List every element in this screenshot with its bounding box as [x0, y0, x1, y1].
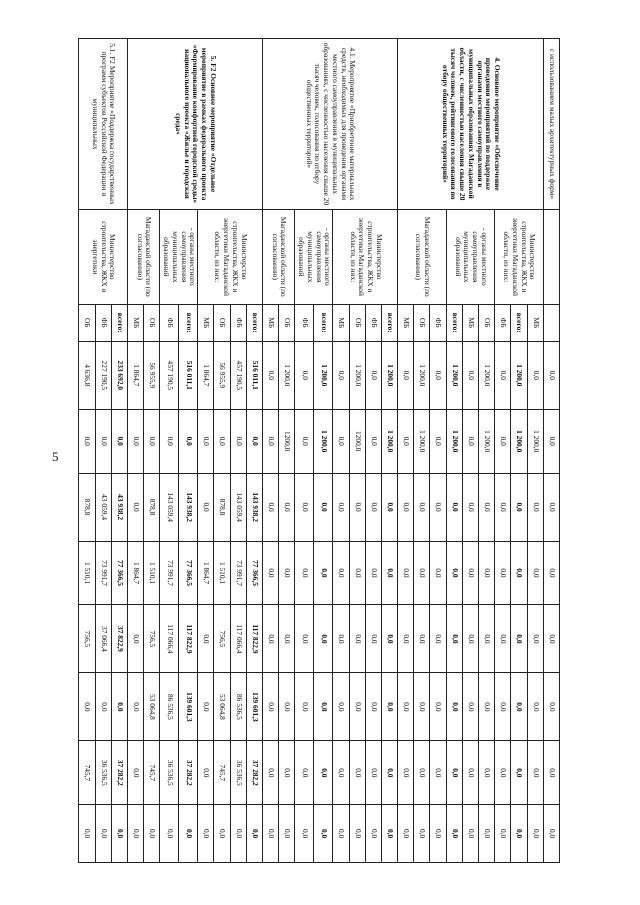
source-cell: ОБ	[214, 304, 230, 341]
value-cell: 1200,0	[349, 409, 365, 473]
value-cell: 0,0	[295, 741, 314, 805]
value-cell: 0,0	[511, 541, 527, 605]
value-cell: 0,0	[295, 673, 314, 741]
source-cell: ОБ	[414, 304, 430, 341]
value-cell: 0,0	[495, 409, 511, 473]
value-cell: 77 366,5	[246, 541, 262, 605]
value-cell: 1 510,1	[214, 541, 230, 605]
value-cell: 0,0	[527, 605, 543, 673]
value-cell: 1 200,0	[479, 409, 495, 473]
value-cell: 0,0	[214, 805, 230, 863]
value-cell: 0,0	[333, 673, 349, 741]
value-cell: 0,0	[479, 741, 495, 805]
table-row	[381, 39, 397, 863]
source-cell: всего:	[179, 304, 198, 341]
value-cell: 0,0	[462, 605, 478, 673]
value-cell: 1200,0	[279, 409, 295, 473]
value-cell: 0,0	[495, 541, 511, 605]
value-cell: 0,0	[160, 805, 179, 863]
value-cell: 0,0	[349, 673, 365, 741]
value-cell: 516 011,1	[179, 341, 198, 409]
source-cell: ФБ	[365, 304, 381, 341]
value-cell: 0,0	[263, 473, 279, 541]
value-cell: 0,0	[314, 541, 333, 605]
value-cell: 43 938,2	[111, 473, 127, 541]
value-cell: 37 282,2	[246, 741, 262, 805]
value-cell: 0,0	[279, 741, 295, 805]
value-cell: 0,0	[263, 341, 279, 409]
value-cell: 0,0	[295, 541, 314, 605]
value-cell: 745,7	[214, 741, 230, 805]
value-cell: 0,0	[263, 409, 279, 473]
value-cell: 0,0	[295, 605, 314, 673]
source-cell: всего:	[446, 304, 462, 341]
budget-table	[78, 38, 560, 863]
value-cell: 0,0	[462, 341, 478, 409]
value-cell: 0,0	[295, 341, 314, 409]
value-cell: 0,0	[527, 673, 543, 741]
value-cell: 0,0	[543, 473, 559, 541]
value-cell: 117 066,4	[160, 605, 179, 673]
value-cell: 0,0	[128, 805, 144, 863]
value-cell: 0,0	[263, 741, 279, 805]
value-cell: 756,5	[144, 605, 160, 673]
value-cell: 0,0	[543, 741, 559, 805]
value-cell: 0,0	[414, 805, 430, 863]
source-cell: всего:	[314, 304, 333, 341]
source-cell: всего:	[511, 304, 527, 341]
value-cell: 117 822,9	[179, 605, 198, 673]
value-cell: 745,7	[79, 741, 95, 805]
value-cell: 0,0	[462, 741, 478, 805]
source-cell: ФБ	[430, 304, 446, 341]
value-cell: 0,0	[365, 541, 381, 605]
value-cell: 0,0	[144, 409, 160, 473]
value-cell: 0,0	[333, 741, 349, 805]
value-cell: 0,0	[462, 541, 478, 605]
value-cell: 0,0	[479, 473, 495, 541]
value-cell: 0,0	[446, 805, 462, 863]
value-cell: 1 864,7	[128, 341, 144, 409]
value-cell: 0,0	[198, 805, 214, 863]
value-cell: 0,0	[398, 673, 414, 741]
value-cell: 0,0	[446, 541, 462, 605]
responsible-cell: - органы местного самоуправления муниципальных образований	[160, 209, 198, 304]
responsible-cell	[543, 209, 559, 304]
value-cell: 0,0	[495, 673, 511, 741]
value-cell: 0,0	[333, 605, 349, 673]
value-cell: 0,0	[333, 805, 349, 863]
value-cell: 0,0	[349, 805, 365, 863]
value-cell: 0,0	[365, 605, 381, 673]
value-cell: 0,0	[430, 473, 446, 541]
value-cell: 0,0	[349, 473, 365, 541]
value-cell: 0,0	[263, 605, 279, 673]
value-cell: 516 011,1	[246, 341, 262, 409]
value-cell: 143 059,4	[160, 473, 179, 541]
value-cell: 0,0	[279, 541, 295, 605]
value-cell: 0,0	[446, 673, 462, 741]
value-cell: 0,0	[295, 473, 314, 541]
value-cell: 0,0	[462, 409, 478, 473]
source-cell	[543, 304, 559, 341]
value-cell: 0,0	[263, 805, 279, 863]
value-cell: 1 200,0	[349, 341, 365, 409]
value-cell: 0,0	[398, 409, 414, 473]
value-cell: 0,0	[527, 805, 543, 863]
value-cell: 0,0	[79, 673, 95, 741]
source-cell: МБ	[527, 304, 543, 341]
value-cell: 117 822,9	[246, 605, 262, 673]
value-cell: 756,5	[214, 605, 230, 673]
value-cell: 53 064,8	[144, 673, 160, 741]
value-cell: 36 536,5	[95, 741, 111, 805]
responsible-cell: - органы местного самоуправления муниципальных образований	[295, 209, 333, 304]
value-cell: 56 955,9	[214, 341, 230, 409]
value-cell: 0,0	[128, 673, 144, 741]
value-cell: 0,0	[527, 473, 543, 541]
value-cell: 457 190,5	[160, 341, 179, 409]
value-cell: 0,0	[479, 605, 495, 673]
table-row	[527, 39, 543, 863]
measure-name-cell: 5. F2 Основное мероприятие «Отдельное мероприятие в рамках федерального проекта «Формирование комфортной городской среды» национального проекта «Жилье и городская среда»	[128, 39, 263, 210]
value-cell: 0,0	[128, 409, 144, 473]
value-cell: 0,0	[246, 805, 262, 863]
value-cell: 0,0	[198, 605, 214, 673]
value-cell: 0,0	[198, 409, 214, 473]
value-cell: 0,0	[365, 805, 381, 863]
value-cell: 1 200,0	[414, 409, 430, 473]
value-cell: 1 200,0	[479, 341, 495, 409]
value-cell: 77 366,5	[179, 541, 198, 605]
rotated-table-container	[60, 38, 560, 863]
value-cell: 0,0	[79, 805, 95, 863]
responsible-cell: Магаданской области (по согласованию)	[398, 209, 447, 304]
value-cell: 0,0	[263, 673, 279, 741]
value-cell: 117 066,4	[230, 605, 246, 673]
source-cell: МБ	[333, 304, 349, 341]
value-cell: 36 536,5	[160, 741, 179, 805]
value-cell: 0,0	[295, 409, 314, 473]
source-cell: ОБ	[479, 304, 495, 341]
value-cell: 0,0	[349, 605, 365, 673]
value-cell: 0,0	[333, 341, 349, 409]
value-cell: 0,0	[95, 673, 111, 741]
source-cell: МБ	[198, 304, 214, 341]
value-cell: 0,0	[333, 541, 349, 605]
value-cell: 0,0	[543, 673, 559, 741]
source-cell: всего:	[246, 304, 262, 341]
value-cell: 0,0	[333, 409, 349, 473]
value-cell: 0,0	[527, 541, 543, 605]
value-cell: 1 200,0	[511, 409, 527, 473]
value-cell: 0,0	[398, 541, 414, 605]
value-cell: 86 536,5	[230, 673, 246, 741]
value-cell: 0,0	[179, 805, 198, 863]
value-cell: 0,0	[230, 409, 246, 473]
value-cell: 37 066,4	[95, 605, 111, 673]
source-cell: ОБ	[144, 304, 160, 341]
value-cell: 0,0	[214, 409, 230, 473]
value-cell: 0,0	[314, 673, 333, 741]
source-cell: ФБ	[95, 304, 111, 341]
value-cell: 0,0	[279, 605, 295, 673]
value-cell: 73 991,7	[95, 541, 111, 605]
value-cell: 0,0	[479, 673, 495, 741]
value-cell: 457 190,5	[230, 341, 246, 409]
value-cell: 745,7	[144, 741, 160, 805]
value-cell: 0,0	[462, 673, 478, 741]
value-cell: 0,0	[349, 741, 365, 805]
value-cell: 0,0	[446, 741, 462, 805]
value-cell: 0,0	[543, 541, 559, 605]
value-cell: 0,0	[95, 409, 111, 473]
value-cell: 0,0	[128, 605, 144, 673]
value-cell: 0,0	[430, 741, 446, 805]
value-cell: 0,0	[511, 741, 527, 805]
value-cell: 1 200,0	[381, 409, 397, 473]
value-cell: 0,0	[198, 673, 214, 741]
value-cell: 53 064,8	[214, 673, 230, 741]
value-cell: 1 510,1	[144, 541, 160, 605]
value-cell: 0,0	[230, 805, 246, 863]
value-cell: 139 601,3	[246, 673, 262, 741]
value-cell: 0,0	[511, 673, 527, 741]
measure-name-cell: 4.1. Мероприятие «Приобретение материальных средств, необходимых для проведения органами местного самоуправления в муниципальных образованиях, с численностью населения свыше 20 тысяч человек, голосования по отбору общественных территорий»	[263, 39, 398, 210]
value-cell: 0,0	[446, 605, 462, 673]
value-cell: 0,0	[495, 341, 511, 409]
value-cell: 0,0	[279, 805, 295, 863]
value-cell: 0,0	[398, 741, 414, 805]
value-cell: 0,0	[381, 473, 397, 541]
value-cell: 0,0	[279, 473, 295, 541]
value-cell: 1 200,0	[279, 341, 295, 409]
value-cell: 143 059,4	[230, 473, 246, 541]
value-cell: 0,0	[543, 341, 559, 409]
responsible-cell: Министерство строительства, ЖКХ и энергетики	[79, 209, 128, 304]
value-cell: 4 636,8	[79, 341, 95, 409]
value-cell: 56 955,9	[144, 341, 160, 409]
value-cell: 1 200,0	[446, 341, 462, 409]
value-cell: 0,0	[128, 473, 144, 541]
value-cell: 0,0	[198, 473, 214, 541]
responsible-cell: Магаданской области (по согласованию)	[128, 209, 160, 304]
value-cell: 0,0	[144, 805, 160, 863]
source-cell: МБ	[128, 304, 144, 341]
value-cell: 0,0	[111, 673, 127, 741]
value-cell: 0,0	[349, 541, 365, 605]
responsible-cell: Министерство строительства, ЖКХ и энергетики Магаданской области, из них:	[495, 209, 544, 304]
value-cell: 0,0	[430, 605, 446, 673]
source-cell: всего:	[381, 304, 397, 341]
value-cell: 0,0	[263, 541, 279, 605]
value-cell: 0,0	[430, 341, 446, 409]
value-cell: 0,0	[414, 673, 430, 741]
value-cell: 0,0	[479, 805, 495, 863]
value-cell: 227 190,5	[95, 341, 111, 409]
value-cell: 1 864,7	[198, 341, 214, 409]
table-row	[246, 39, 262, 863]
value-cell: 73 991,7	[230, 541, 246, 605]
value-cell: 0,0	[381, 805, 397, 863]
source-cell: ОБ	[279, 304, 295, 341]
value-cell: 0,0	[430, 541, 446, 605]
value-cell: 0,0	[79, 409, 95, 473]
value-cell: 878,8	[144, 473, 160, 541]
value-cell: 0,0	[365, 741, 381, 805]
value-cell: 0,0	[179, 409, 198, 473]
value-cell: 0,0	[365, 673, 381, 741]
value-cell: 0,0	[495, 605, 511, 673]
value-cell: 1 200,0	[414, 341, 430, 409]
value-cell: 0,0	[314, 805, 333, 863]
measure-name-cell: 5.1. F2 Мероприятие «Поддержка государственных программ субъектов Российской Федерации и муниципальных	[79, 39, 128, 210]
value-cell: 37 822,9	[111, 605, 127, 673]
value-cell: 139 601,3	[179, 673, 198, 741]
value-cell: 0,0	[160, 409, 179, 473]
value-cell: 0,0	[111, 805, 127, 863]
value-cell: 878,8	[79, 473, 95, 541]
value-cell: 0,0	[246, 409, 262, 473]
value-cell: 0,0	[314, 741, 333, 805]
source-cell: МБ	[462, 304, 478, 341]
value-cell: 0,0	[111, 409, 127, 473]
value-cell: 0,0	[414, 741, 430, 805]
value-cell: 0,0	[462, 805, 478, 863]
responsible-cell: Министерство строительства, ЖКХ и энергетики Магаданской области, из них:	[333, 209, 398, 304]
value-cell: 0,0	[365, 341, 381, 409]
table-body	[79, 39, 560, 863]
source-cell: ФБ	[230, 304, 246, 341]
value-cell: 0,0	[365, 409, 381, 473]
value-cell: 143 938,2	[246, 473, 262, 541]
value-cell: 77 366,5	[111, 541, 127, 605]
value-cell: 73 991,7	[160, 541, 179, 605]
value-cell: 0,0	[414, 541, 430, 605]
source-cell: ОБ	[79, 304, 95, 341]
value-cell: 0,0	[430, 673, 446, 741]
value-cell: 0,0	[543, 605, 559, 673]
source-cell: всего:	[111, 304, 127, 341]
value-cell: 233 692,0	[111, 341, 127, 409]
value-cell: 143 938,2	[179, 473, 198, 541]
value-cell: 878,8	[214, 473, 230, 541]
value-cell: 0,0	[511, 805, 527, 863]
value-cell: 0,0	[333, 473, 349, 541]
value-cell: 1 200,0	[381, 341, 397, 409]
value-cell: 0,0	[479, 541, 495, 605]
value-cell: 0,0	[414, 473, 430, 541]
table-row	[111, 39, 127, 863]
value-cell: 1 864,7	[128, 541, 144, 605]
value-cell: 1 200,0	[314, 409, 333, 473]
value-cell: 0,0	[398, 605, 414, 673]
value-cell: 0,0	[314, 473, 333, 541]
value-cell: 0,0	[314, 605, 333, 673]
value-cell: 1 200,0	[314, 341, 333, 409]
source-cell: ФБ	[160, 304, 179, 341]
source-cell: МБ	[263, 304, 279, 341]
value-cell: 0,0	[495, 741, 511, 805]
value-cell: 0,0	[398, 805, 414, 863]
value-cell: 756,5	[79, 605, 95, 673]
value-cell: 0,0	[527, 341, 543, 409]
value-cell: 0,0	[511, 605, 527, 673]
value-cell: 0,0	[543, 805, 559, 863]
value-cell: 43 059,4	[95, 473, 111, 541]
value-cell: 0,0	[495, 473, 511, 541]
source-cell: МБ	[398, 304, 414, 341]
value-cell: 0,0	[295, 805, 314, 863]
value-cell: 0,0	[398, 473, 414, 541]
responsible-cell: Магаданской области (по согласованию)	[263, 209, 295, 304]
value-cell: 0,0	[128, 741, 144, 805]
value-cell: 0,0	[414, 605, 430, 673]
value-cell: 0,0	[495, 805, 511, 863]
value-cell: 0,0	[95, 805, 111, 863]
value-cell: 0,0	[511, 473, 527, 541]
measure-name-cell: с использованием малых архитектурных форм»	[543, 39, 559, 210]
value-cell: 0,0	[462, 473, 478, 541]
responsible-cell: Министерство строительства, ЖКХ и энергетики Магаданской области, из них:	[198, 209, 263, 304]
value-cell: 1 200,0	[446, 409, 462, 473]
value-cell: 37 282,2	[179, 741, 198, 805]
value-cell: 0,0	[381, 741, 397, 805]
measure-name-cell: 4. Основное мероприятие «Обеспечение проведения мероприятий по поддержке органами местного самоуправления в муниципальных образованиях Магаданской области, с численностью населения свыше 20 тысяч человек, рейтингового голосования по отбору общественных территорий»	[398, 39, 544, 210]
value-cell: 0,0	[381, 541, 397, 605]
value-cell: 36 536,5	[230, 741, 246, 805]
value-cell: 0,0	[527, 741, 543, 805]
value-cell: 0,0	[446, 473, 462, 541]
value-cell: 1 864,7	[198, 541, 214, 605]
source-cell: ФБ	[495, 304, 511, 341]
value-cell: 0,0	[398, 341, 414, 409]
value-cell: 0,0	[430, 409, 446, 473]
value-cell: 0,0	[381, 673, 397, 741]
page-number: 5	[52, 449, 59, 464]
responsible-cell: - органы местного самоуправления муниципальных образований	[446, 209, 495, 304]
value-cell: 0,0	[198, 741, 214, 805]
value-cell: 0,0	[543, 409, 559, 473]
value-cell: 1 200,0	[511, 341, 527, 409]
table-row	[543, 39, 559, 863]
value-cell: 37 282,2	[111, 741, 127, 805]
value-cell: 0,0	[279, 673, 295, 741]
source-cell: ФБ	[295, 304, 314, 341]
value-cell: 0,0	[365, 473, 381, 541]
value-cell: 1 200,0	[527, 409, 543, 473]
source-cell: ОБ	[349, 304, 365, 341]
value-cell: 0,0	[430, 805, 446, 863]
value-cell: 86 536,5	[160, 673, 179, 741]
value-cell: 0,0	[381, 605, 397, 673]
value-cell: 1 510,1	[79, 541, 95, 605]
